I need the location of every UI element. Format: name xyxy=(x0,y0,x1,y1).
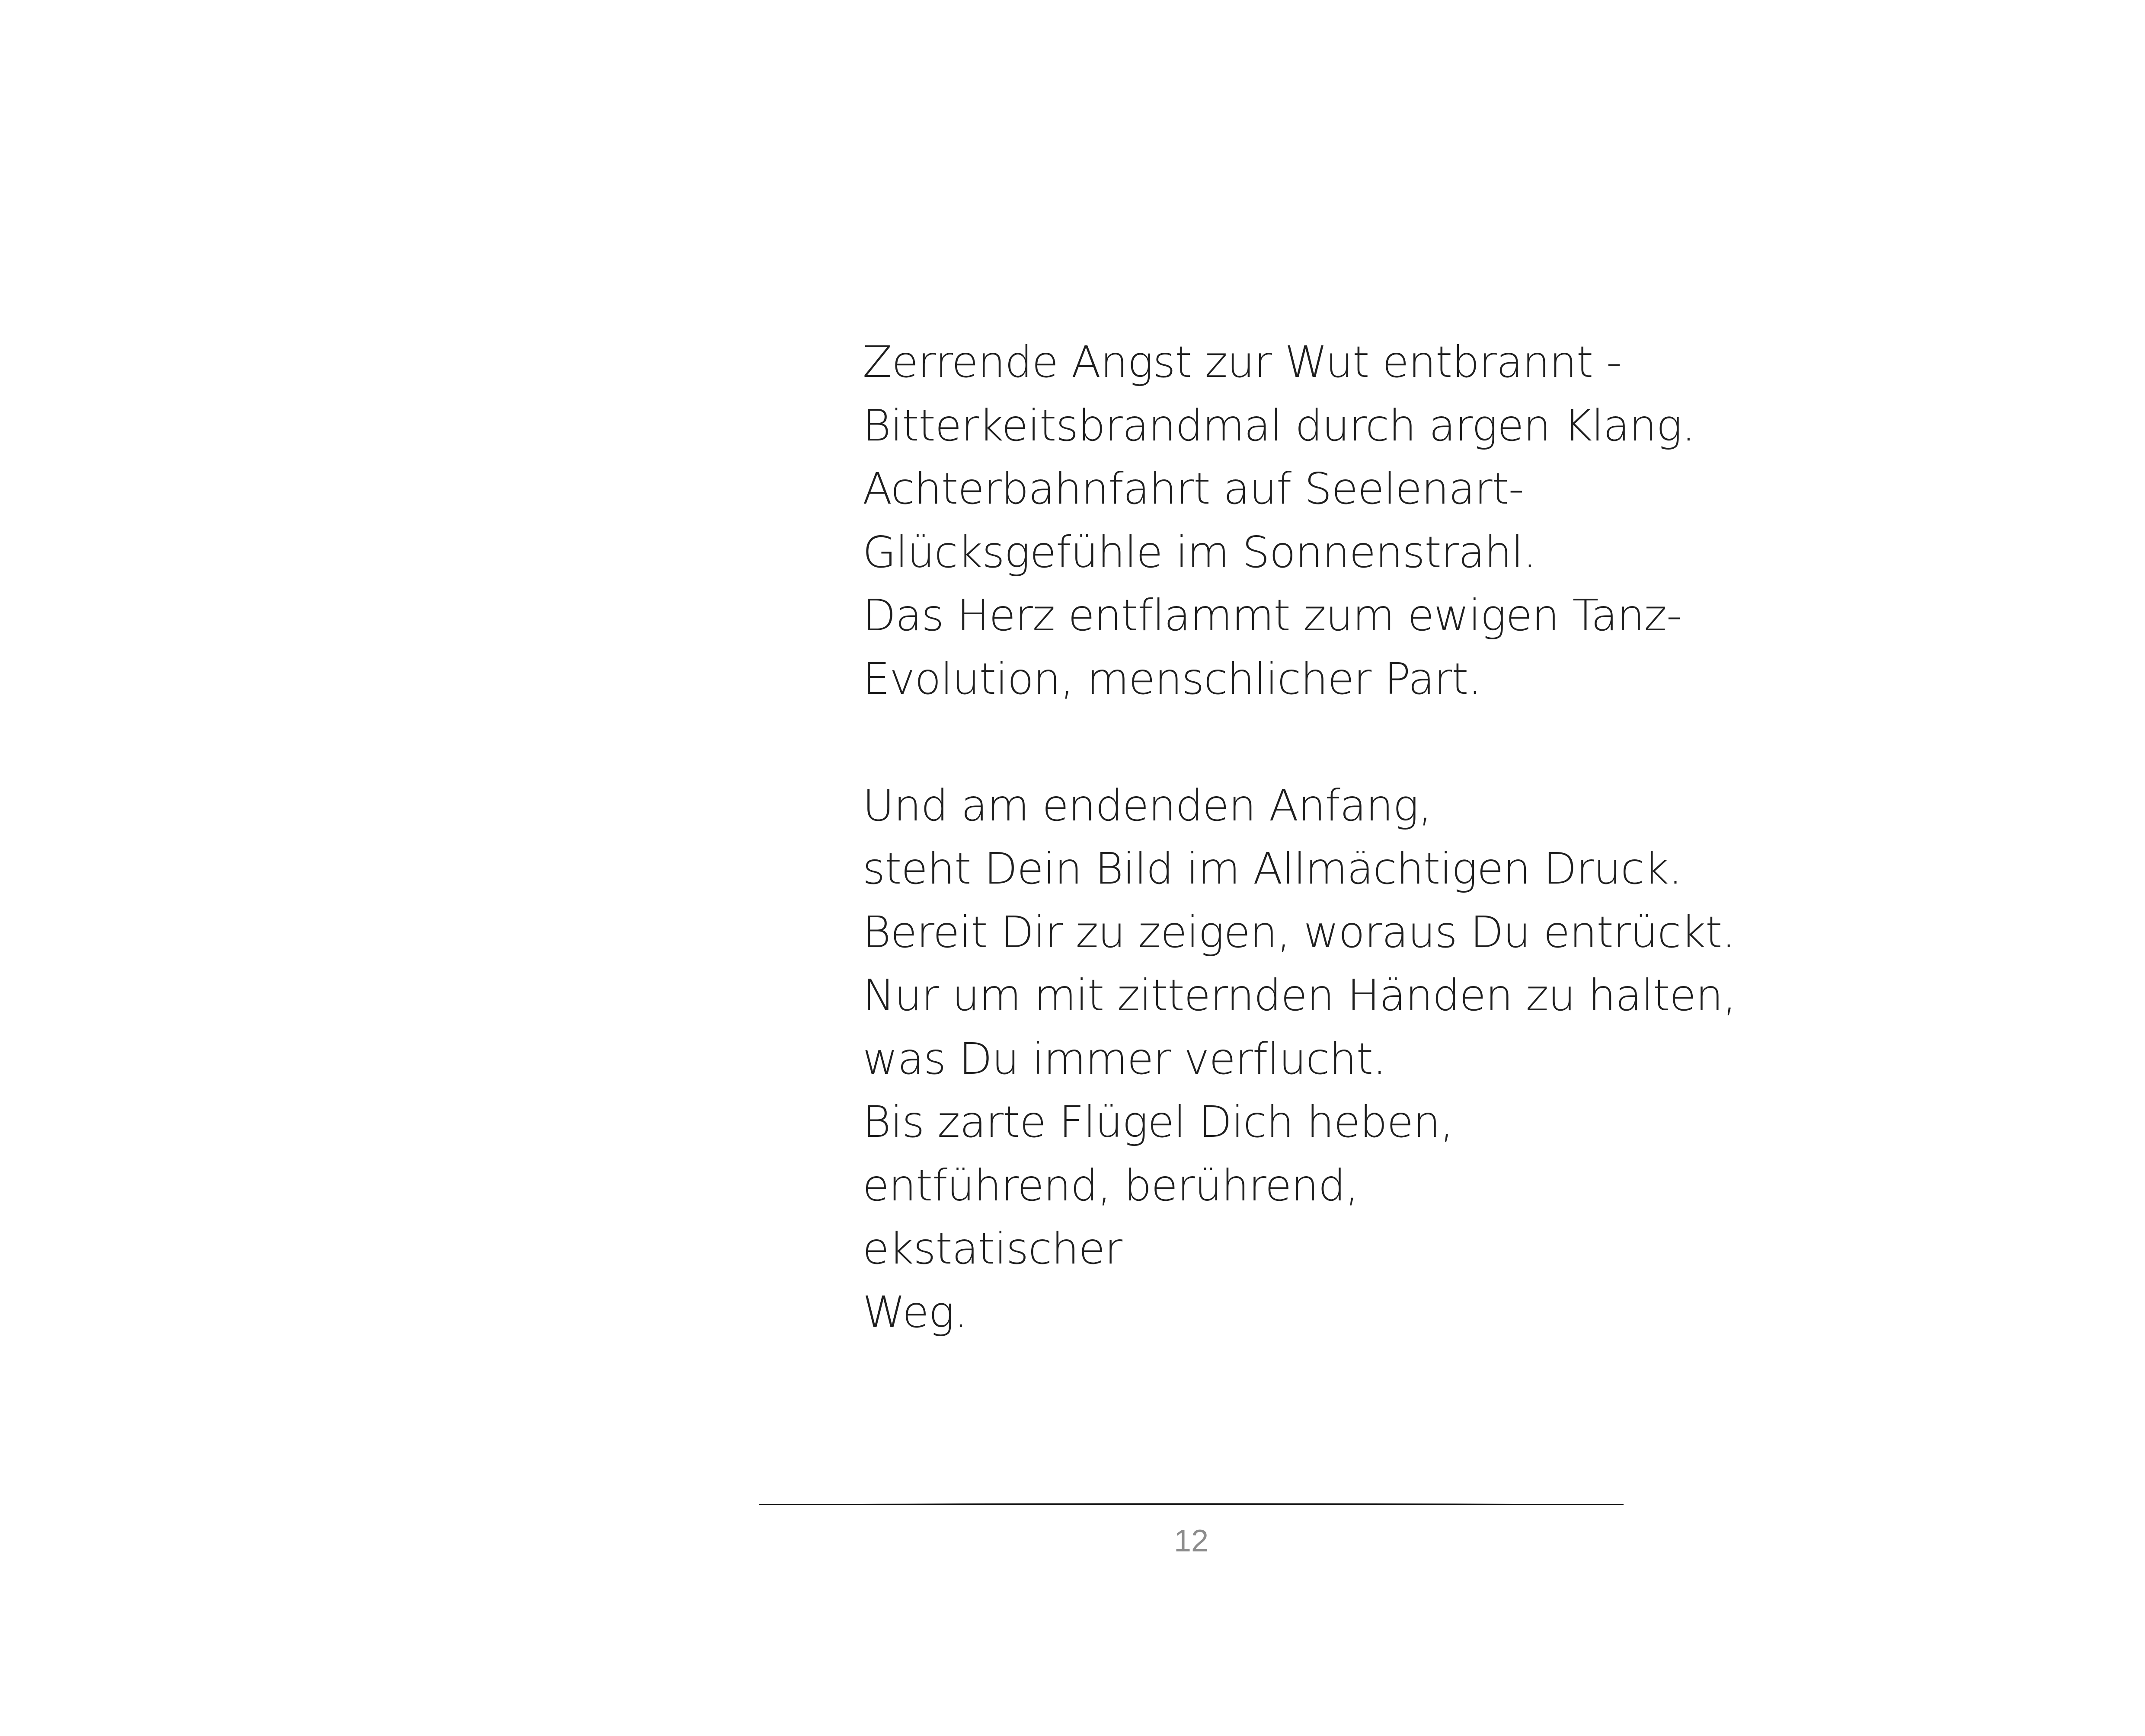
poem-line: Das Herz entflammt zum ewigen Tanz- xyxy=(863,590,1682,641)
poem-line: ekstatischer xyxy=(863,1223,1122,1274)
poem-body xyxy=(863,331,1857,1344)
poem-line: Glücksgefühle im Sonnenstrahl. xyxy=(863,527,1537,578)
poem-line: Nur um mit zitternden Händen zu halten, xyxy=(863,970,1736,1021)
poem-line: steht Dein Bild im Allmächtigen Druck. xyxy=(863,843,1682,894)
stanza-1 xyxy=(863,331,1857,711)
poem-line: Und am endenden Anfang, xyxy=(863,780,1432,831)
poem-line: was Du immer verflucht. xyxy=(863,1033,1386,1084)
poem-line: entführend, berührend, xyxy=(863,1160,1359,1211)
poem-line: Achterbahnfahrt auf Seelenart- xyxy=(863,463,1524,514)
poem-line: Zerrende Angst zur Wut entbrannt - xyxy=(863,337,1621,387)
poem-line: Evolution, menschlicher Part. xyxy=(863,653,1482,704)
poem-line: Weg. xyxy=(863,1286,968,1337)
footer-divider xyxy=(759,1502,1624,1506)
poem-line: Bitterkeitsbrandmal durch argen Klang. xyxy=(863,400,1695,451)
stanza-2 xyxy=(863,774,1857,1344)
poem-line: Bis zarte Flügel Dich heben, xyxy=(863,1097,1454,1147)
poem-line: Bereit Dir zu zeigen, woraus Du entrückt. xyxy=(863,906,1736,957)
page-number: 12 xyxy=(1173,1524,1209,1558)
